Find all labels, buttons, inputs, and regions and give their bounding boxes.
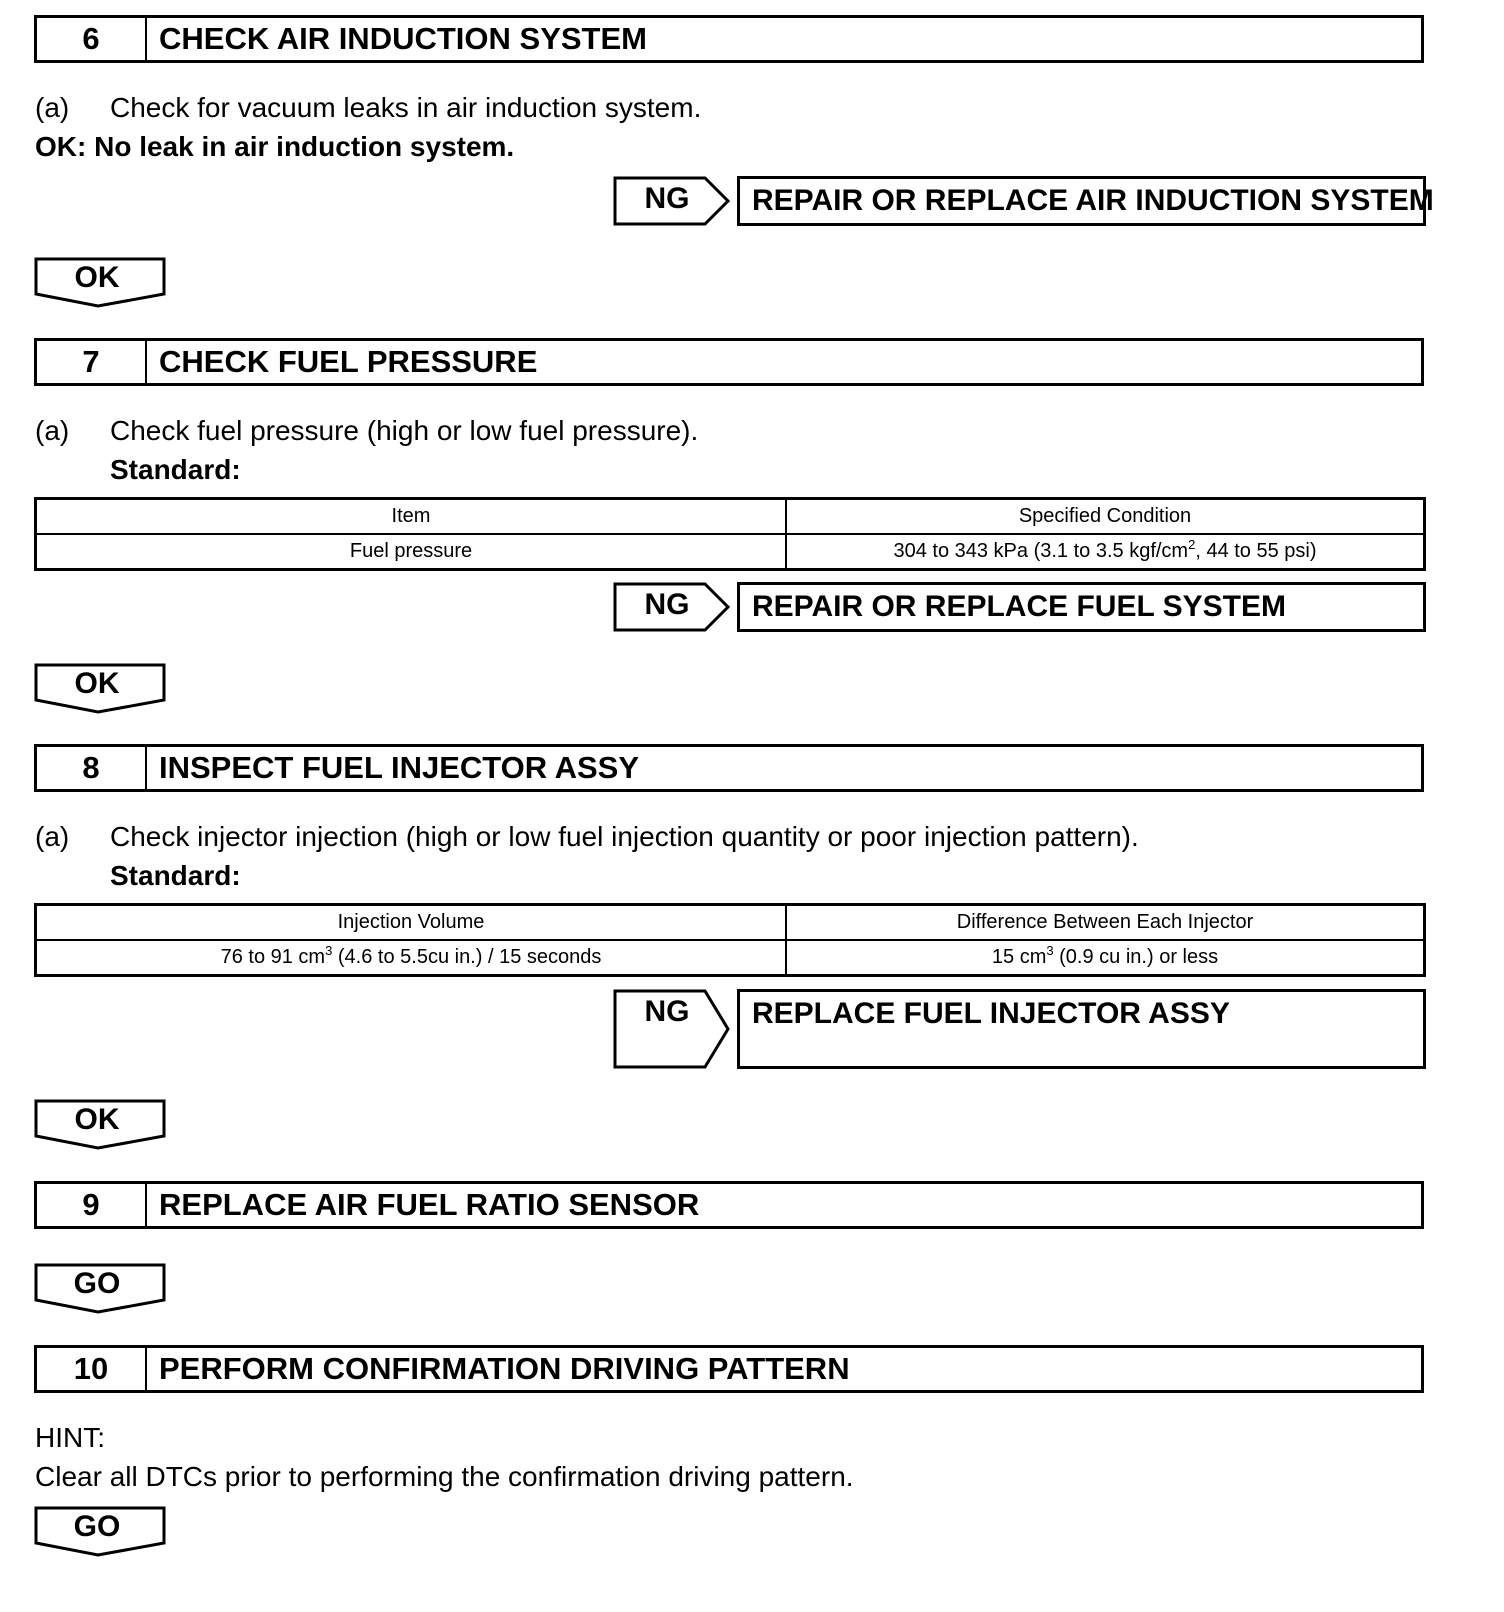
instruction-marker: (a) (35, 821, 70, 852)
ng-branch-button[interactable] (613, 176, 731, 226)
ng-branch-button[interactable] (613, 989, 731, 1069)
table-header-cell: Difference Between Each Injector (786, 905, 1425, 941)
superscript: 3 (1046, 943, 1054, 958)
table-header-cell: Injection Volume (36, 905, 787, 941)
step-number: 6 (37, 18, 147, 60)
ng-action-text: REPLACE FUEL INJECTOR ASSY (752, 997, 1230, 1030)
fuel-pressure-spec-table (34, 497, 1426, 571)
table-cell-condition (786, 534, 1425, 570)
step-10-header (34, 1345, 1424, 1393)
hint-text: Clear all DTCs prior to performing the confirmation driving pattern. (35, 1461, 854, 1492)
table-row (36, 534, 1425, 570)
step-number: 9 (37, 1184, 147, 1226)
step-number: 7 (37, 341, 147, 383)
step-title: CHECK AIR INDUCTION SYSTEM (159, 21, 647, 56)
ng-label: NG (644, 182, 690, 215)
ok-label: OK (74, 1103, 120, 1136)
table-header-row (36, 905, 1425, 941)
ng-label: NG (644, 995, 690, 1028)
instruction-text: Check fuel pressure (high or low fuel pressure). (110, 415, 699, 446)
ng-action-text: REPAIR OR REPLACE AIR INDUCTION SYSTEM (752, 184, 1434, 217)
ng-action-box (737, 989, 1426, 1069)
injector-spec-table (34, 903, 1426, 977)
step-title: REPLACE AIR FUEL RATIO SENSOR (159, 1187, 700, 1222)
instruction-text: Check for vacuum leaks in air induction system. (110, 92, 702, 123)
ok-branch-button[interactable] (34, 1099, 166, 1151)
table-cell-difference (786, 940, 1425, 976)
table-header-cell: Item (36, 499, 787, 535)
go-label: GO (73, 1510, 121, 1543)
step-title: PERFORM CONFIRMATION DRIVING PATTERN (159, 1351, 850, 1386)
step-9-header (34, 1181, 1424, 1229)
ng-action-text: REPAIR OR REPLACE FUEL SYSTEM (752, 590, 1286, 623)
table-header-row (36, 499, 1425, 535)
instruction-marker: (a) (35, 415, 70, 446)
step-title: CHECK FUEL PRESSURE (159, 344, 538, 379)
step-number: 10 (37, 1348, 147, 1390)
ok-branch-button[interactable] (34, 257, 166, 309)
volume-text: (4.6 to 5.5cu in.) / 15 seconds (332, 946, 602, 968)
step-title: INSPECT FUEL INJECTOR ASSY (159, 750, 640, 785)
ok-criteria: OK: No leak in air induction system. (35, 131, 515, 162)
table-cell-volume (36, 940, 787, 976)
volume-text: 76 to 91 cm (220, 946, 326, 968)
ok-branch-button[interactable] (34, 663, 166, 715)
step-8-header (34, 744, 1424, 792)
ng-label: NG (644, 588, 690, 621)
step-7-header (34, 338, 1424, 386)
table-header-cell: Specified Condition (786, 499, 1425, 535)
condition-text: 304 to 343 kPa (3.1 to 3.5 kgf/cm (893, 540, 1189, 562)
superscript: 3 (325, 943, 333, 958)
standard-label: Standard: (110, 454, 241, 485)
difference-text: (0.9 cu in.) or less (1053, 946, 1219, 968)
condition-text: , 44 to 55 psi) (1195, 540, 1317, 562)
ng-branch-button[interactable] (613, 582, 731, 632)
ng-action-box (737, 176, 1434, 226)
ok-label: OK (74, 667, 120, 700)
table-row (36, 940, 1425, 976)
step-6-header (34, 15, 1424, 63)
go-label: GO (73, 1267, 121, 1300)
superscript: 2 (1188, 537, 1196, 552)
table-cell-item: Fuel pressure (36, 534, 787, 570)
step-number: 8 (37, 747, 147, 789)
hint-label: HINT: (35, 1422, 105, 1453)
ng-action-box (737, 582, 1426, 632)
go-branch-button[interactable] (34, 1506, 166, 1558)
go-branch-button[interactable] (34, 1263, 166, 1315)
instruction-marker: (a) (35, 92, 70, 123)
ok-label: OK (74, 261, 120, 294)
difference-text: 15 cm (991, 946, 1047, 968)
standard-label: Standard: (110, 860, 241, 891)
instruction-text: Check injector injection (high or low fuel injection quantity or poor injection pattern). (110, 821, 1139, 852)
